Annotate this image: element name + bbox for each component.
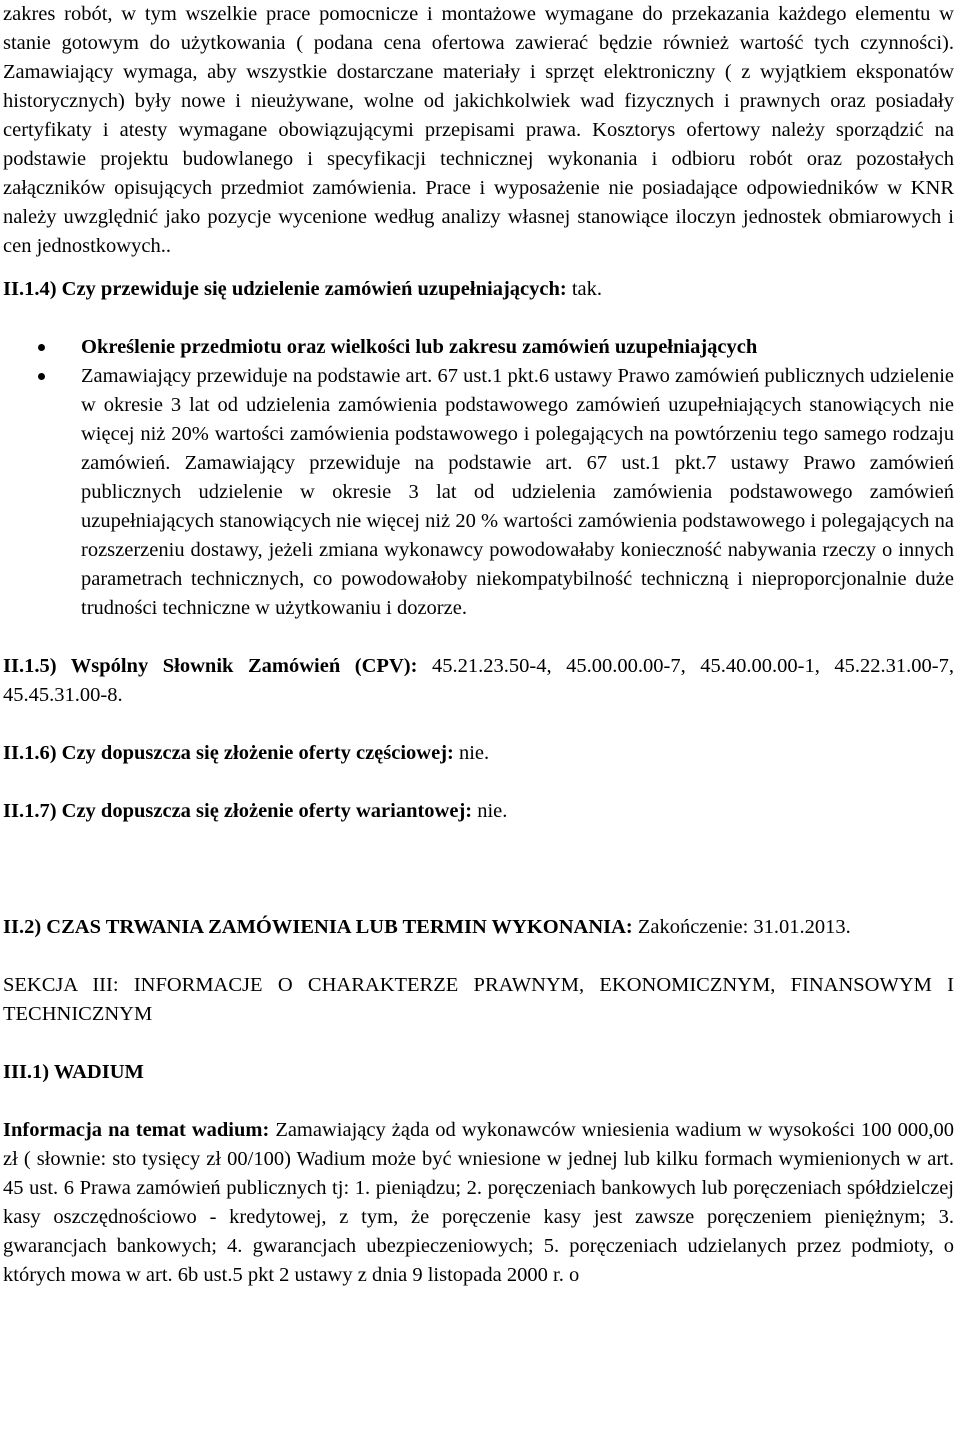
intro-text-a: zakres robót, w tym wszelkie prace pomocnicze i montażowe wymagane do przekazania każdego elementu w stanie gotowym do użytkowania ( podana cena ofertowa zawierać będzie również wartość tych czynności). (3, 3, 954, 54)
section-ii-1-7-value: nie. (472, 800, 508, 822)
section-ii-1-4-value: tak. (566, 278, 602, 300)
section-ii-1-6-label: II.1.6) Czy dopuszcza się złożenie oferty częściowej: (3, 742, 454, 764)
section-ii-2-value: Zakończenie: 31.01.2013. (632, 916, 851, 938)
section-ii-1-5-label: II.1.5) Wspólny Słownik Zamówień (CPV): (3, 655, 418, 677)
list-item (81, 362, 954, 623)
section-ii-1-4-label: II.1.4) Czy przewiduje się udzielenie zamówień uzupełniających: (3, 278, 567, 300)
section-iii-title: SEKCJA III: INFORMACJE O CHARAKTERZE PRAWNYM, EKONOMICZNYM, FINANSOWYM I TECHNICZNYM (3, 974, 954, 1025)
list-item-text: Określenie przedmiotu oraz wielkości lub zakresu zamówień uzupełniających (81, 336, 758, 358)
bullet-icon (38, 344, 45, 351)
section-ii-1-6-value: nie. (453, 742, 490, 764)
intro-text-b: Zamawiający wymaga, aby wszystkie dostarczane materiały i sprzęt elektroniczny ( z wyjątkiem eksponatów historycznych) były nowe i nieużywane, wolne od jakichkolwiek wad fizycznych i prawnych oraz posiadały certyfikaty i atesty wymagane obowiązującymi przepisami prawa. (3, 61, 954, 141)
section-ii-1-4 (3, 275, 954, 304)
section-iii-1-heading: III.1) WADIUM (3, 1061, 144, 1083)
section-ii-2 (3, 913, 954, 942)
supplementary-orders-list (3, 333, 954, 623)
section-ii-1-5-value: 45.21.23.50-4, 45.00.00.00-7, 45.40.00.00-1, 45.22.31.00-7, 45.45.31.00-8. (3, 655, 954, 706)
section-ii-1-7 (3, 797, 954, 826)
intro-text-c: Kosztorys ofertowy należy sporządzić na podstawie projektu budowlanego i specyfikacji technicznej wykonania i odbioru robót oraz pozostałych załączników opisujących przedmiot zamówienia. Prace i wyposażenie nie posiadające odpowiedników w KNR należy uwzględnić jako pozycje wycenione według analizy własnej stanowiące iloczyn jednostek obmiarowych i cen jednostkowych.. (3, 119, 954, 257)
list-item-text: Zamawiający przewiduje na podstawie art. 67 ust.1 pkt.6 ustawy Prawo zamówień publicznych udzielenie w okresie 3 lat od udzielenia zamówienia podstawowego zamówień uzupełniających stanowiących nie więcej niż 20% wartości zamówienia podstawowego i polegających na powtórzeniu tego samego rodzaju zamówień. Zamawiający przewiduje na podstawie art. 67 ust.1 pkt.7 ustawy Prawo zamówień publicznych udzielenie w okresie 3 lat od udzielenia zamówienia podstawowego zamówień uzupełniających stanowiących nie więcej niż 20 % wartości zamówienia podstawowego i polegających na rozszerzeniu dostawy, jeżeli zmiana wykonawcy powodowałaby konieczność nabywania rzeczy o innych parametrach technicznych, co powodowałoby niekompatybilność techniczną i nieproporcjonalnie duże trudności techniczne w użytkowaniu i dozorze. (81, 365, 954, 619)
section-ii-1-7-label: II.1.7) Czy dopuszcza się złożenie oferty wariantowej: (3, 800, 473, 822)
intro-paragraph (3, 0, 954, 261)
section-ii-1-6 (3, 739, 954, 768)
bullet-icon (38, 373, 45, 380)
wadium-label: Informacja na temat wadium: (3, 1119, 270, 1141)
wadium-value: Zamawiający żąda od wykonawców wniesienia wadium w wysokości 100 000,00 zł ( słownie: sto tysięcy zł 00/100) Wadium może być wniesione w jednej lub kilku formach wymienionych w art. 45 ust. 6 Prawa zamówień publicznych tj: 1. pieniądzu; 2. poręczeniach bankowych lub poręczeniach spółdzielczej kasy oszczędnościowo - kredytowej, z tym, że poręczenie kasy jest zawsze poręczeniem pieniężnym; 3. gwarancjach bankowych; 4. gwarancjach ubezpieczeniowych; 5. poręczeniach udzielanych przez podmioty, o których mowa w art. 6b ust.5 pkt 2 ustawy z dnia 9 listopada 2000 r. o (3, 1119, 954, 1286)
wadium-paragraph (3, 1116, 954, 1290)
section-ii-1-5 (3, 652, 954, 710)
list-item (81, 333, 954, 362)
section-ii-2-label: II.2) CZAS TRWANIA ZAMÓWIENIA LUB TERMIN WYKONANIA: (3, 916, 633, 938)
